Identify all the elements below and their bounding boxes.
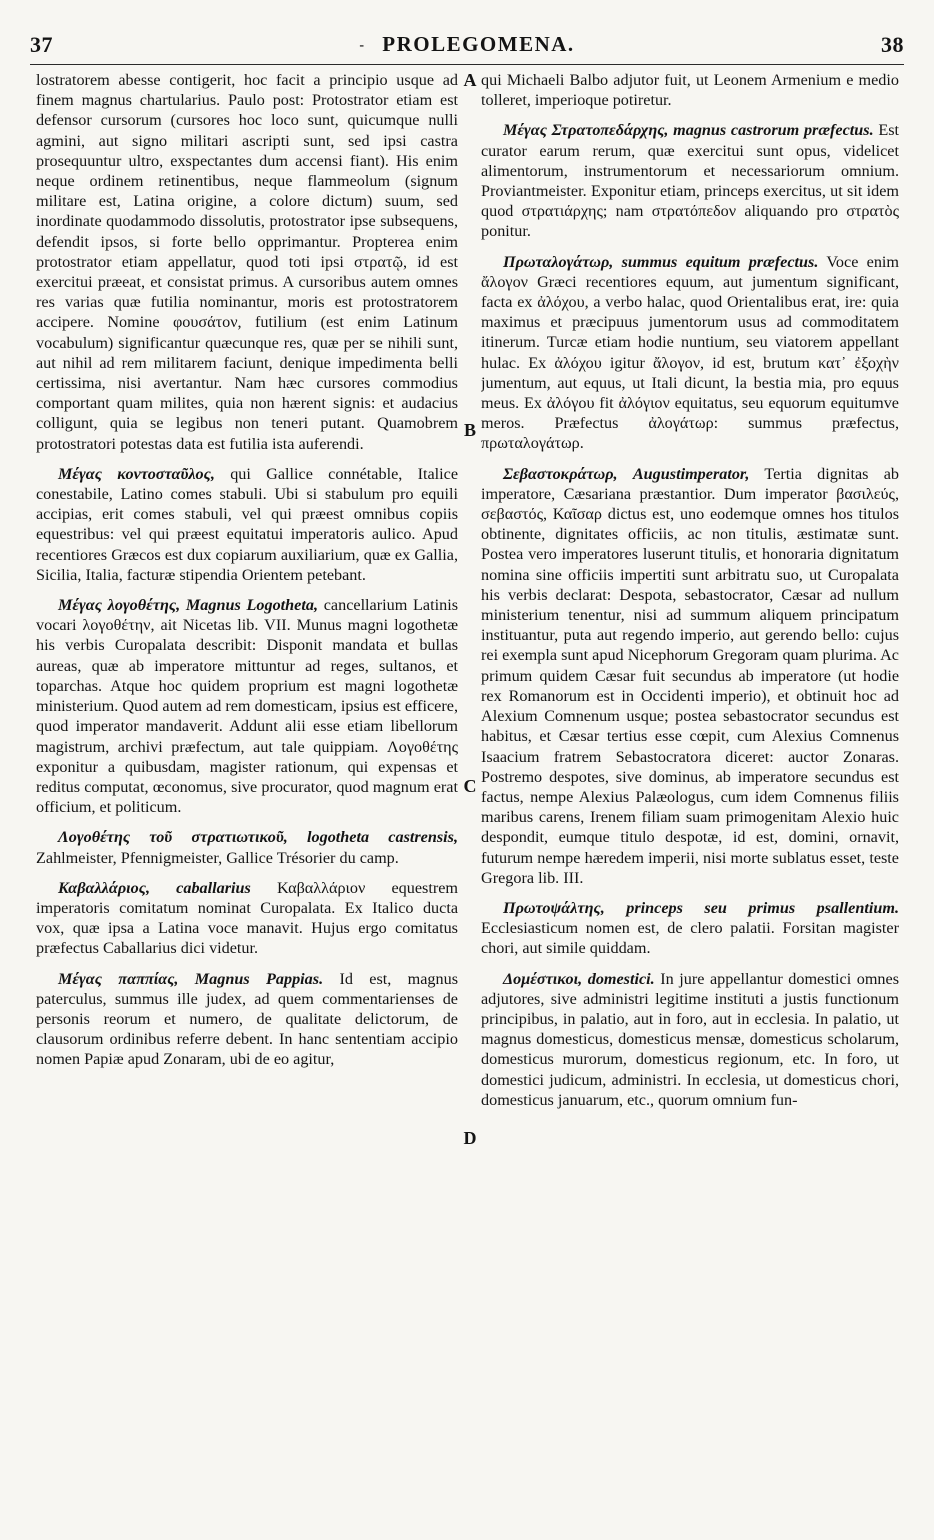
entry-heading: Μέγας παππίας, Magnus Pappias.	[58, 969, 324, 988]
entry-logothetes	[36, 595, 458, 817]
entry-kontostaulos	[36, 464, 458, 585]
entry-heading: Δομέστικοι, domestici.	[503, 969, 655, 988]
entry-heading: Μέγας κοντοσταῦλος,	[58, 464, 215, 483]
left-column	[36, 70, 458, 1522]
entry-caballarius	[36, 878, 458, 959]
running-header	[30, 30, 904, 65]
entry-heading: Μέγας Στρατοπεδάρχης, magnus castrorum præfectus.	[503, 121, 874, 140]
entry-pappias	[36, 969, 458, 1070]
entry-protopsaltes	[481, 898, 899, 959]
entry-heading: Καβαλλάριος, caballarius	[58, 878, 251, 897]
margin-marker-c: C	[463, 776, 477, 796]
entry-body: Καβαλλάριον equestrem imperatoris comitatum nominat Curopalata. Ex Italico ducta vox, quæ ipsa a Latina voce manavit. Hujus ergo comitatus præfectus Caballarius dici videtur.	[36, 878, 458, 958]
page-title: PROLEGOMENA.	[382, 32, 575, 56]
entry-body: Est curator earum rerum, quæ exercitui sunt opus, videlicet alimentorum, instrumentorum et necessariorum omnium. Proviantmeister. Exponitur etiam, princeps exercitus, ut sit idem quod στρατιάρχης; nam στρατόπεδον aliquando pro στρατὸς ponitur.	[481, 121, 899, 241]
entry-sebastokrator	[481, 464, 899, 888]
entry-body: cancellarium Latinis vocari λογοθέτην, ait Nicetas lib. VII. Munus magni logothetæ his verbis Curopalata describit: Disponit mandata et bullas aureas, quæ ab imperatore mittuntur ad reges, sultanos, et toparchas. Atque hoc quidem proprium est magni logothetæ ministerium. Quod autem ad rem domesticam, ipsius est efficere, quod imperator mandaverit. Addunt alii esse etiam libellorum magistrum, archivi præfectum, aut tale quippiam. Λογοθέτης exponitur a quibusdam, magister rationum, qui expensas et reditus computat, œconomus, sive procurator, quod magnum erat officium, et politicum.	[36, 596, 458, 817]
title-dot: -	[359, 38, 366, 54]
margin-marker-b: B	[463, 420, 476, 440]
entry-stratopedarches	[481, 120, 899, 241]
paragraph-continuation: qui Michaeli Balbo adjutor fuit, ut Leonem Armenium e medio tolleret, imperioque potiretur.	[481, 71, 899, 110]
margin-marker-d: D	[463, 1128, 477, 1148]
page-number-left: 37	[30, 32, 53, 57]
entry-protalogator	[481, 252, 899, 454]
entry-body: In jure appellantur domestici omnes adjutores, sive administri legitime instituti a justis functionum principibus, in palatio, aut in foro, aut in ecclesia. In palatio, ut magnus domesticus, domesticus mensæ, domesticus scholarum, domesticus murorum, domesticus regionum, etc. In foro, ut domestici judicum, administri. In ecclesia, ut domesticus chori, domesticus januarum, etc., quorum omnium fun-	[481, 969, 899, 1109]
paragraph-protostrator: lostratorem abesse contigerit, hoc facit a principio usque ad finem magnus chartularius. Paulo post: Protostrator etiam est defensor cursorum (cursores hoc loco sunt, quicumque nulli agmini, aut signo militari ascripti sunt, sed ipsi castra prosequuntur ultro, exspectantes dum accensi fiant). His enim neque ordinem retinentibus, neque flammeolum (signum militare est, Latina origine, a colore dictum) suum, sed inordinate quodammodo dissolutis, protostrator ipse subsequens, defendit ipsos, si forte bello opprimantur. Propterea enim protostrator etiam appellatur, quod toti ipsi στρατῷ, id est exercitui præeat, et consistat primus. A cursoribus autem omnes res varias quæ futilia nominantur, moris est protostratorem accipere. Nomine φουσάτον, futilium (est enim Latinum vocabulum) significantur quæcunque res, quæ per se nihili sunt, aut nihil ad rem militarem faciunt, denique impedimenta belli certissima, nisi avertantur. Nam hæc cursores commodius comportant quam milites, quia non hærent signis: et audacius colligunt, quia se legibus non teneri putant. Quamobrem protostratori potestas data est futilia ista auferendi.	[36, 71, 458, 453]
margin-marker-a: A	[463, 70, 477, 90]
entry-logothetes-castrensis	[36, 827, 458, 867]
entry-heading: Πρωταλογάτωρ, summus equitum præfectus.	[503, 252, 819, 271]
entry-body: Id est, magnus paterculus, summus ille judex, ad quem commentarienses de personis reorum et numero, de qualitate delictorum, de clausorum ordinibus referre debent. In hanc sententiam accipio nomen Papiæ apud Zonaram, ubi de eo agitur,	[36, 969, 458, 1069]
entry-body: Zahlmeister, Pfennigmeister, Gallice Trésorier du camp.	[36, 848, 399, 867]
right-column	[481, 70, 899, 1522]
entry-body: Ecclesiasticum nomen est, de clero palatii. Forsitan magister chori, aut simile quiddam.	[481, 919, 899, 958]
entry-heading: Πρωτοψάλτης, princeps seu primus psallentium.	[503, 898, 899, 917]
page-number-right: 38	[881, 32, 904, 57]
entry-heading: Μέγας λογοθέτης, Magnus Logotheta,	[58, 596, 318, 615]
entry-body: Voce enim ἄλογον Græci recentiores equum, aut jumentum significant, facta ex ἀλόχου, a verbo halac, quod Orientalibus erat, ire: quia maximus et præcipuus jumentorum usus ad commoditatem itinerum. Turcæ etiam hodie nuntium, seu viatorem appellant hulac. Ex ἀλόχου igitur ἄλογον, id est, brutum κατ᾽ ἐξοχὴν jumentum, aut equus, ut Itali dicunt, la bestia mia, pro equus meus. Ex ἀλόγου fit ἀλόγιον equitatus, seu equorum equitumve meros. Præfectus ἀλογάτωρ: summus præfectus, πρωταλογάτωρ.	[481, 252, 899, 453]
entry-heading: Λογοθέτης τοῦ στρατιωτικοῦ, logotheta castrensis,	[58, 828, 458, 847]
entry-domestikoi	[481, 969, 899, 1110]
running-title	[30, 32, 904, 57]
entry-body: qui Gallice connétable, Italice conestabile, Latino comes stabuli. Ubi si stabulum pro equili accipias, erit comes stabuli, vel qui præest omnibus copiis equestribus: vel qui præest equitatui imperatoris aulico. Apud recentiores Græcos est dux copiarum auxiliarium, quæ ex Gallia, Sicilia, Italia, facturæ stipendia Orientem petebant.	[36, 464, 458, 584]
entry-heading: Σεβαστοκράτωρ, Augustimperator,	[503, 464, 750, 483]
entry-body: Tertia dignitas ab imperatore, Cæsariana præstantior. Dum imperator βασιλεύς, σεβαστός, Καῖσαρ dictus est, uno eodemque omnes hos titulos obtinente, dignitates officiis, ac non titulis, æstimatæ sunt. Postea vero imperatores luserunt titulis, et honoraria dignitatum nomina sine officiis impertiti sunt arbitratu suo, ut Curopalata his verbis declarat: Despota, sebastocrator, Cæsar ad nullum ministerium tenentur, nisi ad summum aliquem principatum instituantur, puta aut regendo imperio, aut gerendo bello: cujus rei exempla sunt apud Nicephorum Gregoram quam plurima. Ac primum quidem Cæsar fuit secundus ab imperatore (ut hodie rex Romanorum est in Occidenti imperio), et obtinuit hoc ad Alexium Comnenum usque; postea sebastocrator secundus est habitus, et Cæsar tertius esse cœpit, cum Alexius Comnenus Isaacium fratrem Sebastocratora diceret: auctor Zonaras. Postremo despotes, sive dominus, ab imperatore secundus est factus, nempe Alexius Palæologus, cum idem Comnenus filiis maribus carens, Irenem filiam suam primogenitam Alexio huic despondit, eumque titulo despotæ, id est, domini, ornavit, futurum nempe hæredem imperii, nisi morte sublatus esset, teste Gregora lib. III.	[481, 464, 899, 887]
